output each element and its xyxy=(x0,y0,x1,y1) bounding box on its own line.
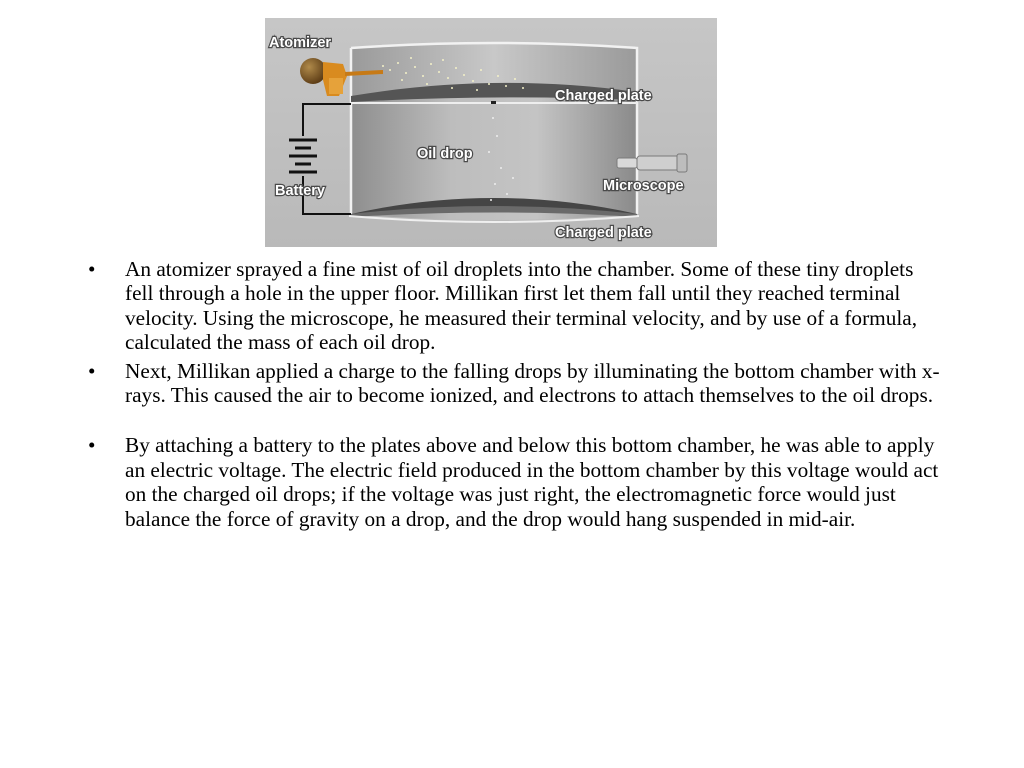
plate-hole xyxy=(491,101,496,104)
label-top-charged-plate: Charged plate xyxy=(555,88,652,104)
label-battery: Battery xyxy=(275,183,325,199)
millikan-apparatus-diagram xyxy=(265,18,717,247)
bullet-marker: • xyxy=(88,257,96,281)
bullet-item xyxy=(82,433,940,531)
label-atomizer: Atomizer xyxy=(269,35,332,51)
bullet-list xyxy=(82,257,940,535)
bullet-text: An atomizer sprayed a fine mist of oil droplets into the chamber. Some of these tiny droplets fell through a hole in the upper floor. Millikan first let them fall until they reached terminal velocity. Using the microscope, he measured their terminal velocity, and by use of a formula, calculated the mass of each oil drop. xyxy=(125,257,918,355)
bullet-item xyxy=(82,359,940,408)
label-oil-drop: Oil drop xyxy=(417,146,473,162)
label-microscope: Microscope xyxy=(603,178,684,194)
bullet-item xyxy=(82,257,940,355)
diagram-canvas xyxy=(265,18,717,247)
bullet-marker: • xyxy=(88,358,96,383)
bullet-text: Next, Millikan applied a charge to the falling drops by illuminating the bottom chamber with x-rays. This caused the air to become ionized, and electrons to attach themselves to the oil drops. xyxy=(125,358,940,408)
bullet-marker: • xyxy=(88,433,96,458)
label-bottom-charged-plate: Charged plate xyxy=(555,225,652,241)
bullet-text: By attaching a battery to the plates above and below this bottom chamber, he was able to apply an electric voltage. The electric field produced in the bottom chamber by this voltage would act on the charged oil drops; if the voltage was just right, the electromagnetic force would just balance the force of gravity on a drop, and the drop would hang suspended in mid-air. xyxy=(125,433,939,531)
